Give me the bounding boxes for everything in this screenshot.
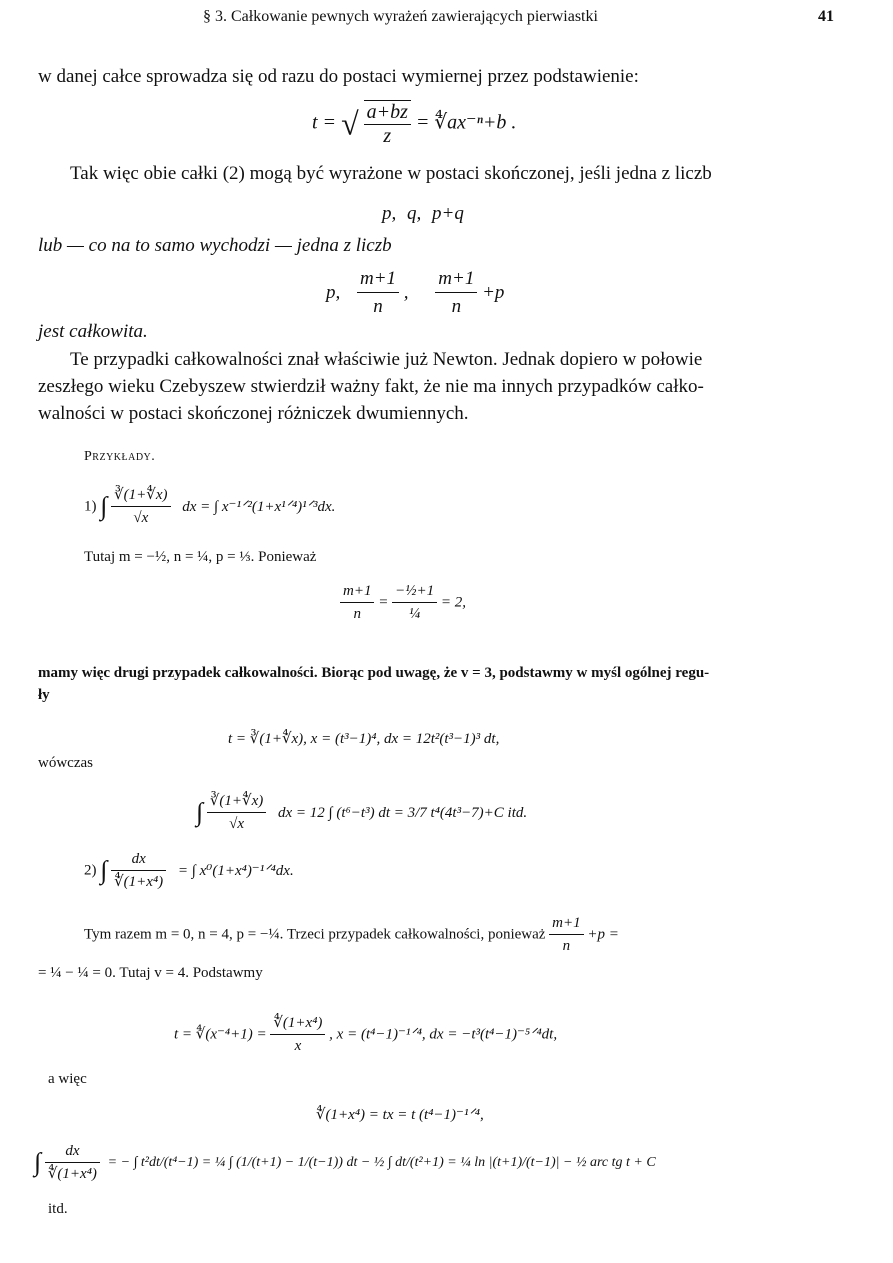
ex1-label: 1) [84, 498, 97, 515]
ex2-a-wiec: a więc [48, 1071, 87, 1087]
ex1-final-num: ∛(1+∜x) [207, 790, 266, 813]
ex1-rhs: dx = ∫ x⁻¹ᐟ²(1+x¹ᐟ⁴)¹ᐟ³dx. [182, 498, 336, 515]
example-2-integral [84, 848, 294, 893]
radical-icon: √ [341, 105, 359, 142]
ex2-tymrazem: Tym razem m = 0, n = 4, p = −¼. Trzeci przypadek całkowalności, ponieważ [84, 926, 546, 943]
examples-heading: Przykłady. [84, 449, 156, 464]
list-2 [326, 265, 504, 320]
list2-frac-1-den: n [373, 296, 383, 317]
page-number: 41 [818, 8, 834, 25]
itd-label: itd. [48, 1201, 68, 1217]
ex1-tutaj: Tutaj m = −½, n = ¼, p = ⅓. Ponieważ [84, 549, 317, 565]
ex2-subst-num: ∜(1+x⁴) [270, 1012, 325, 1035]
ex2-subst-frac [270, 1012, 325, 1057]
ex2-tym-frac [549, 912, 583, 957]
paragraph-5-line-3: walności w postaci skończonej różniczek dwumiennych. [38, 403, 469, 424]
ex1-den: √x [133, 510, 149, 526]
ex2-tymrazem-line [84, 912, 619, 957]
list2-frac-2-num: m+1 [435, 265, 477, 293]
ex2-final-line [34, 1140, 656, 1185]
ex1-frac-rhs-num: −½+1 [392, 580, 437, 603]
ex1-final-den: √x [229, 816, 245, 832]
ex1-final-rhs: dx = 12 ∫ (t⁶−t³) dt = 3/7 t⁴(4t³−7)+C itd. [278, 804, 528, 821]
example-1-integral [84, 484, 335, 529]
ex2-tym-frac-den: n [562, 938, 571, 954]
ex2-subst-rhs: , x = (t⁴−1)⁻¹ᐟ⁴, dx = −t³(t⁴−1)⁻⁵ᐟ⁴dt, [329, 1026, 558, 1043]
ex2-final-fraction [45, 1140, 100, 1185]
ex2-num: dx [111, 848, 166, 871]
ex2-final-den: ∜(1+x⁴) [47, 1166, 97, 1182]
ex1-frac-lhs-den: n [353, 606, 361, 622]
list2-frac-2 [435, 265, 477, 320]
ex2-equation: ∜(1+x⁴) = tx = t (t⁴−1)⁻¹ᐟ⁴, [316, 1107, 484, 1123]
equation-1 [312, 100, 516, 148]
ex2-fraction [111, 848, 166, 893]
paragraph-3: lub — co na to samo wychodzi — jedna z liczb [38, 235, 392, 256]
ex2-rhs: = ∫ x⁰(1+x⁴)⁻¹ᐟ⁴dx. [177, 862, 294, 879]
ex2-line-2: = ¼ − ¼ = 0. Tutaj v = 4. Podstawmy [38, 965, 263, 981]
eq1-lhs: t = [312, 111, 337, 134]
eq1-rhs: = ∜ax⁻ⁿ+b . [415, 111, 517, 134]
paragraph-5-line-1: Te przypadki całkowalności znał właściwie już Newton. Jednak dopiero w połowie [70, 349, 703, 370]
list2-plus: +p [482, 282, 505, 303]
running-title: § 3. Całkowanie pewnych wyrażeń zawierających pierwiastki [203, 8, 598, 25]
paragraph-5-line-2: zeszłego wieku Czebyszew stwierdził ważny fakt, że nie ma innych przypadków całko- [38, 376, 704, 397]
ex2-subst-den: x [294, 1038, 302, 1054]
ex1-frac-rhs-den: ¼ [408, 606, 421, 622]
ex1-frac-lhs-num: m+1 [340, 580, 374, 603]
list2-p: p, [326, 282, 341, 303]
ex2-subst-lhs: t = ∜(x⁻⁴+1) = [174, 1026, 267, 1043]
ex2-den: ∜(1+x⁴) [114, 874, 164, 890]
list2-comma: , [403, 282, 409, 303]
paragraph-1: w danej całce sprowadza się od razu do postaci wymiernej przez podstawienie: [38, 66, 639, 87]
ex1-substitution: t = ∛(1+∜x), x = (t³−1)⁴, dx = 12t²(t³−1)³ dt, [228, 731, 500, 747]
list2-frac-1 [357, 265, 399, 320]
list2-frac-1-num: m+1 [357, 265, 399, 293]
ex1-num: ∛(1+∜x) [111, 484, 170, 507]
ex1-fraction-eq [340, 580, 466, 625]
ex2-label: 2) [84, 862, 97, 879]
ex2-tym-end: +p = [587, 926, 619, 943]
integral-icon: ∫ [196, 797, 204, 827]
eq1-fraction [364, 100, 411, 148]
paragraph-4: jest całkowita. [38, 321, 148, 342]
example-1-final [196, 790, 527, 835]
integral-icon: ∫ [100, 855, 108, 885]
ex2-final-rhs: = − ∫ t²dt/(t⁴−1) = ¼ ∫ (1/(t+1) − 1/(t−1)) dt − ½ ∫ dt/(t²+1) = ¼ ln |(t+1)/(t−1)| − ½ arc tg t + C [107, 1154, 656, 1170]
ex2-final-num: dx [45, 1140, 100, 1163]
paragraph-2: Tak więc obie całki (2) mogą być wyrażone w postaci skończonej, jeśli jedna z liczb [70, 163, 712, 184]
list-pqp: p, q, p+q [382, 203, 464, 224]
ex2-substitution [174, 1012, 557, 1057]
ex1-fraction [111, 484, 170, 529]
ex2-tym-frac-num: m+1 [549, 912, 583, 935]
ex1-text-line-1: mamy więc drugi przypadek całkowalności. Biorąc pod uwagę, że v = 3, podstawmy w myśl ogólnej regu- [38, 665, 710, 681]
ex1-text-line-2: ły [38, 687, 50, 703]
integral-icon: ∫ [100, 491, 108, 521]
ex1-result: = 2, [440, 594, 466, 611]
ex1-frac-rhs [392, 580, 437, 625]
ex1-eq-sign: = [378, 594, 393, 611]
ex1-final-fraction [207, 790, 266, 835]
ex1-wowczas: wówczas [38, 755, 93, 771]
eq1-denominator: z [383, 125, 392, 147]
eq1-numerator: a+bz [364, 101, 411, 125]
integral-icon: ∫ [34, 1147, 42, 1177]
list2-frac-2-den: n [451, 296, 462, 317]
ex1-frac-lhs [340, 580, 374, 625]
